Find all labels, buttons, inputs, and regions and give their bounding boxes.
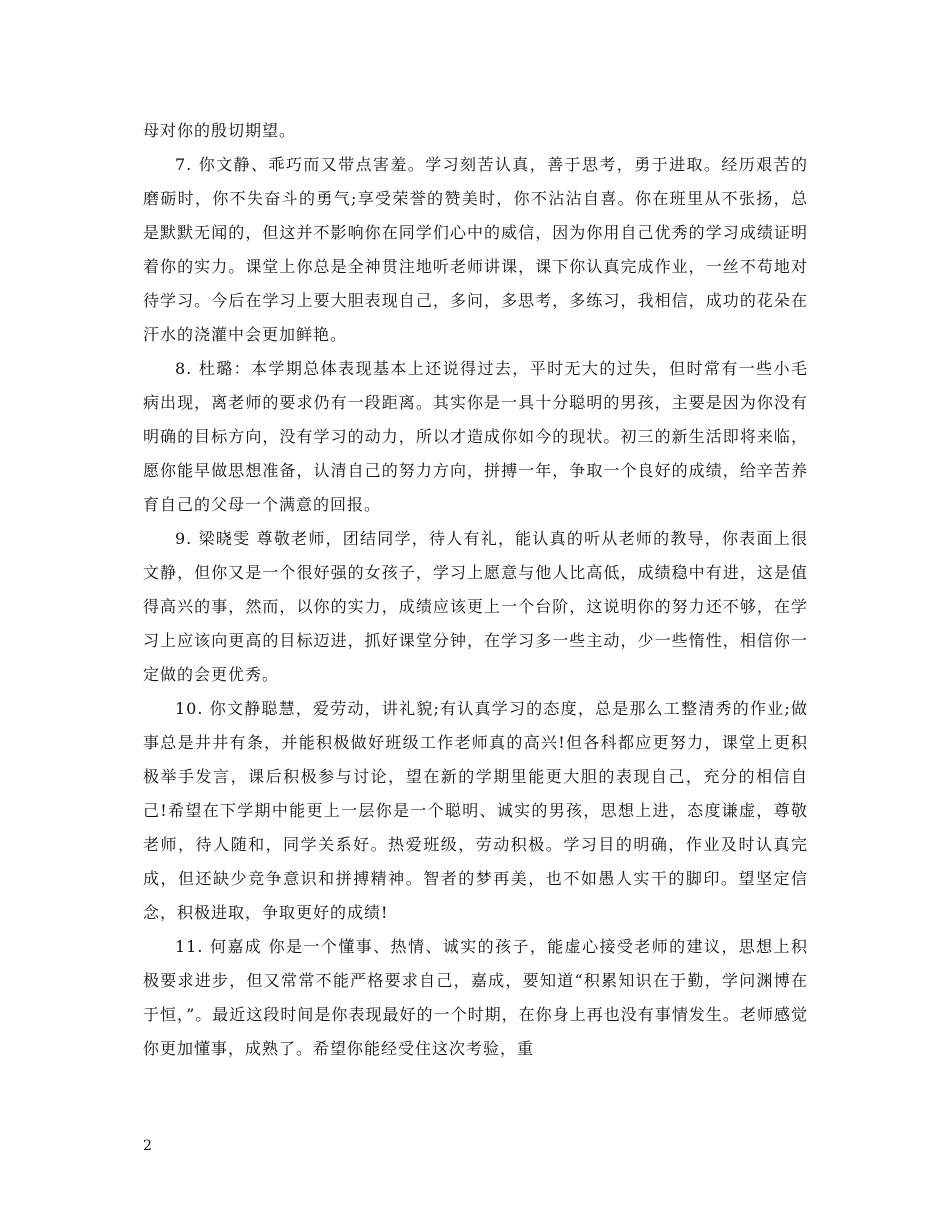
paragraph-comment-11: 11. 何嘉成 你是一个懂事、热情、诚实的孩子，能虚心接受老师的建议，思想上积极要求进步，但又常常不能严格要求自己，嘉成，要知道“积累知识在于勤，学问渊博在于恒，”。最近这段时间是你表现最好的一个时期，在你身上再也没有事情发生。老师感觉你更加懂事，成熟了。希望你能经受住这次考验，重: [143, 937, 808, 1058]
paragraph-comment-8: 8. 杜璐：本学期总体表现基本上还说得过去，平时无大的过失，但时常有一些小毛病出现，离老师的要求仍有一段距离。其实你是一具十分聪明的男孩，主要是因为你没有明确的目标方向，没有学习的动力，所以才造成你如今的现状。初三的新生活即将来临，愿你能早做思想准备，认清自己的努力方向，拼搏一年，争取一个良好的成绩，给辛苦养育自己的父母一个满意的回报。: [143, 359, 808, 514]
paragraph-comment-10: 10. 你文静聪慧，爱劳动，讲礼貌;有认真学习的态度，总是那么工整清秀的作业;做事总是井井有条，并能积极做好班级工作老师真的高兴!但各科都应更努力，课堂上更积极举手发言，课后积极参与讨论，望在新的学期里能更大胆的表现自己，充分的相信自己!希望在下学期中能更上一层你是一个聪明、诚实的男孩，思想上进，态度谦虚，尊敬老师，待人随和，同学关系好。热爱班级，劳动积极。学习目的明确，作业及时认真完成，但还缺少竞争意识和拼搏精神。智者的梦再美，也不如愚人实干的脚印。望坚定信念，积极进取，争取更好的成绩!: [143, 699, 808, 922]
paragraph-comment-9: 9. 梁晓雯 尊敬老师，团结同学，待人有礼，能认真的听从老师的教导，你表面上很文静，但你又是一个很好强的女孩子，学习上愿意与他人比高低，成绩稳中有进，这是值得高兴的事，然而，以你的实力，成绩应该更上一个台阶，这说明你的努力还不够，在学习上应该向更高的目标迈进，抓好课堂分钟，在学习多一些主动，少一些惰性，相信你一定做的会更优秀。: [143, 529, 808, 684]
document-body: [143, 114, 808, 1066]
paragraph-comment-7: 7. 你文静、乖巧而又带点害羞。学习刻苦认真，善于思考，勇于进取。经历艰苦的磨砺时，你不失奋斗的勇气;享受荣誉的赞美时，你不沾沾自喜。你在班里从不张扬，总是默默无闻的，但这并不影响你在同学们心中的威信，因为你用自己优秀的学习成绩证明着你的实力。课堂上你总是全神贯注地听老师讲课，课下你认真完成作业，一丝不苟地对待学习。今后在学习上要大胆表现自己，多问，多思考，多练习，我相信，成功的花朵在汗水的浇灌中会更加鲜艳。: [143, 155, 808, 344]
page-number: 2: [143, 1138, 152, 1154]
paragraph-continuation: 母对你的殷切期望。: [143, 121, 297, 140]
